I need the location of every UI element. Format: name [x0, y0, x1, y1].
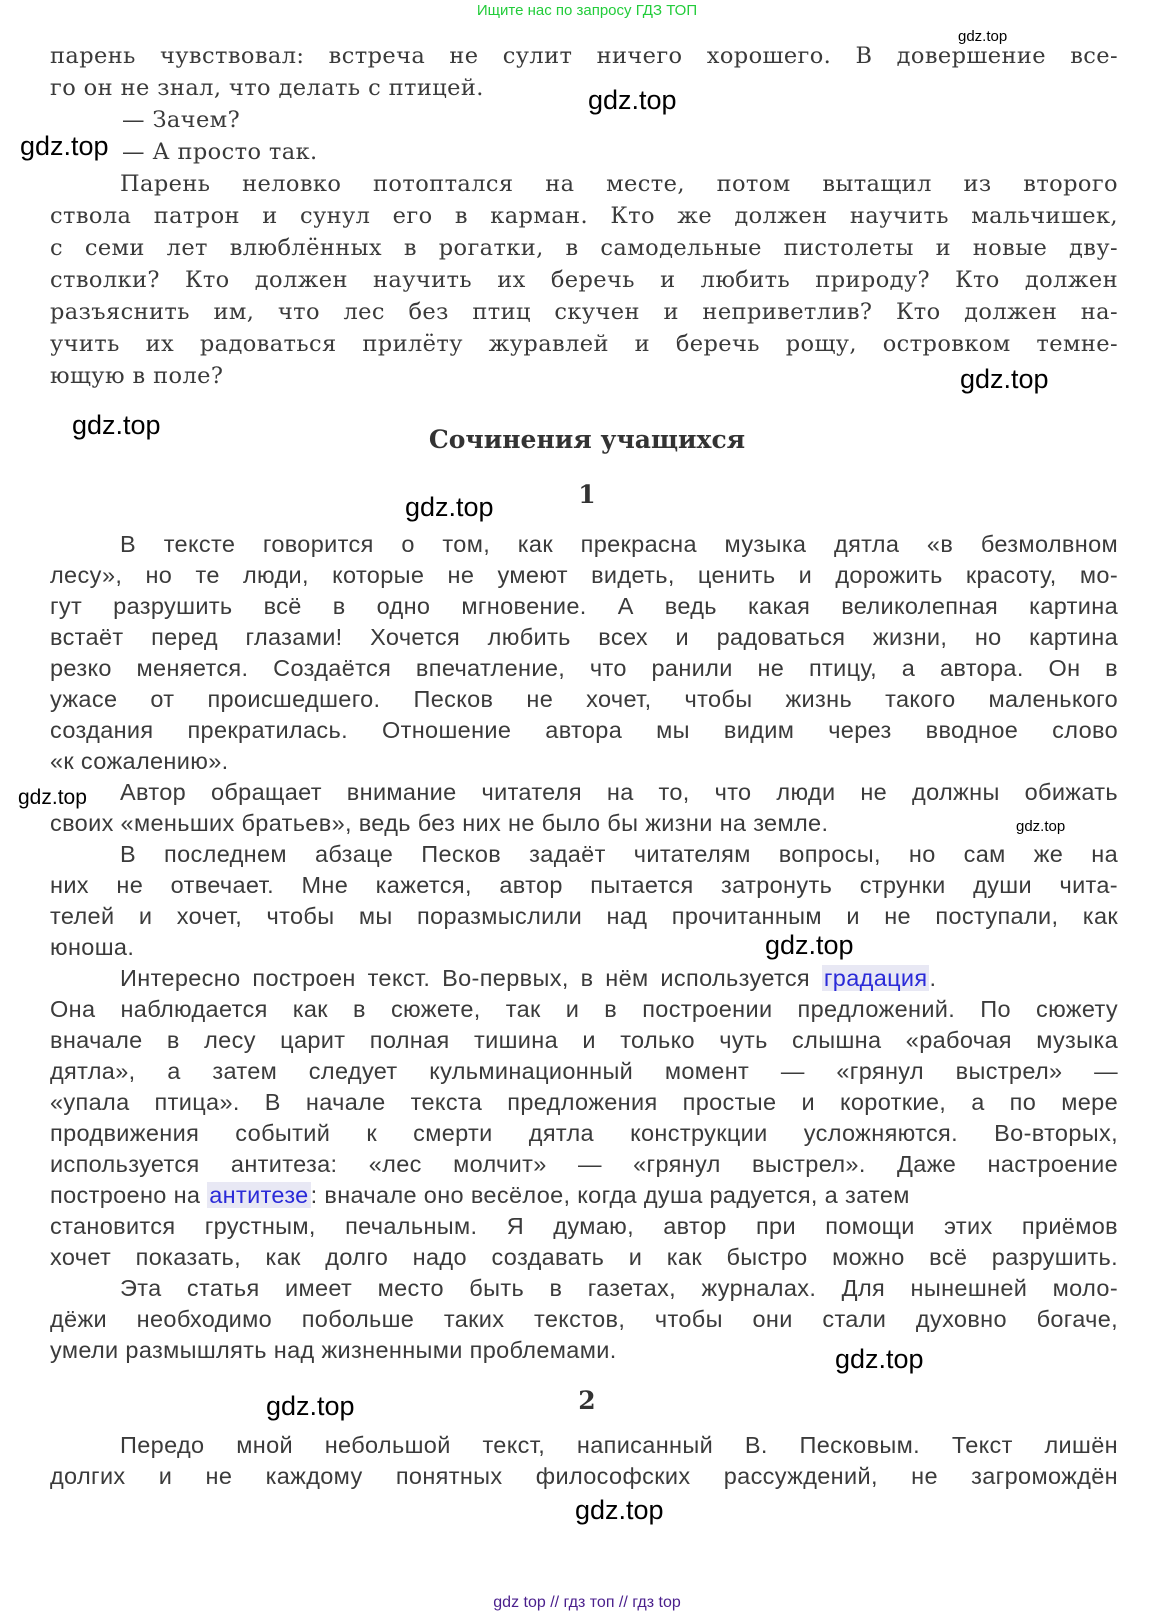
section-heading: Сочинения учащихся: [428, 425, 746, 454]
text-fragment: : вначале оно весёлое, когда душа радуется, а затем: [310, 1182, 910, 1208]
text-line: ствола патрон и сунул его в карман. Кто же должен научить мальчишек,: [50, 203, 1118, 229]
text-line: В последнем абзаце Песков задаёт читателям вопросы, но сам же на: [120, 841, 1118, 867]
text-line: стволки? Кто должен научить их беречь и любить природу? Кто должен: [50, 267, 1118, 293]
term-link-antithesis[interactable]: антитезе: [209, 1182, 309, 1208]
text-line: «к сожалению».: [50, 748, 229, 774]
text-line: умели размышлять над жизненными проблемами.: [50, 1337, 617, 1363]
text-line: с семи лет влюблённых в рогатки, в самодельные пистолеты и новые дву-: [50, 235, 1118, 261]
text-line: лесу», но те люди, которые не умеют видеть, ценить и дорожить красоту, мо-: [50, 562, 1118, 588]
text-line: продвижения событий к смерти дятла конструкции усложняются. Во-вторых,: [50, 1120, 1118, 1146]
watermark: gdz.top: [266, 1391, 355, 1421]
footer-links[interactable]: gdz top // гдз топ // гдз top: [493, 1594, 681, 1611]
text-line: го он не знал, что делать с птицей.: [50, 75, 484, 101]
text-line: гут разрушить всё в одно мгновение. А ведь какая великолепная картина: [50, 593, 1118, 619]
text-line: своих «меньших братьев», ведь без них не было бы жизни на земле.: [50, 810, 829, 836]
text-line: телей и хочет, чтобы мы поразмыслили над прочитанным и не поступали, как: [50, 903, 1118, 929]
text-line: Парень неловко потоптался на месте, потом вытащил из второго: [120, 171, 1118, 197]
text-line: Эта статья имеет место быть в газетах, журналах. Для нынешней моло-: [120, 1275, 1118, 1301]
text-line: ющую в поле?: [50, 363, 224, 389]
watermark: gdz.top: [960, 364, 1049, 394]
text-line: встаёт перед глазами! Хочется любить всех и радоваться жизни, но картина: [50, 624, 1118, 650]
text-line: дёжи необходимо побольше таких текстов, чтобы они стали духовно богаче,: [50, 1306, 1118, 1332]
text-line: ужасе от происшедшего. Песков не хочет, чтобы жизнь такого маленького: [50, 686, 1118, 712]
text-line: разъяснить им, что лес без птиц скучен и неприветлив? Кто должен на-: [50, 299, 1118, 325]
text-fragment: построено на: [50, 1182, 208, 1208]
search-banner[interactable]: Ищите нас по запросу ГДЗ ТОП: [476, 2, 698, 19]
text-line: Она наблюдается как в сюжете, так и в построении предложений. По сюжету: [50, 996, 1118, 1022]
text-line: юноша.: [50, 934, 135, 960]
watermark: gdz.top: [835, 1344, 924, 1374]
essay-number: 1: [578, 480, 596, 509]
text-line: Передо мной небольшой текст, написанный В. Песковым. Текст лишён: [120, 1432, 1118, 1458]
text-line: них не отвечает. Мне кажется, автор пытается затронуть струнки души чита-: [50, 872, 1118, 898]
text-line: [50, 1180, 1118, 1211]
text-line: Автор обращает внимание читателя на то, что люди не должны обижать: [120, 779, 1118, 805]
text-line: используется антитеза: «лес молчит» — «грянул выстрел». Даже настроение: [50, 1151, 1118, 1177]
watermark: gdz.top: [72, 410, 161, 440]
text-line: становится грустным, печальным. Я думаю, автор при помощи этих приёмов: [50, 1213, 1118, 1239]
text-line: В тексте говорится о том, как прекрасна музыка дятла «в безмолвном: [120, 531, 1118, 557]
text-line: дятла», а затем следует кульминационный момент — «грянул выстрел» —: [50, 1058, 1118, 1084]
text-line: вначале в лесу царит полная тишина и только чуть слышна «рабочая музыка: [50, 1027, 1118, 1053]
watermark: gdz.top: [1016, 818, 1066, 835]
text-fragment: Интересно построен текст. Во-первых, в нём используется: [120, 965, 822, 991]
dialogue-line: — А просто так.: [122, 139, 318, 165]
watermark: gdz.top: [18, 786, 87, 809]
text-line: хочет показать, как долго надо создавать и как быстро можно всё разрушить.: [50, 1244, 1118, 1270]
watermark: gdz.top: [405, 492, 494, 522]
watermark: gdz.top: [575, 1495, 664, 1525]
dialogue-line: — Зачем?: [122, 107, 241, 133]
text-line: учить их радоваться прилёту журавлей и беречь рощу, островком темне-: [50, 331, 1118, 357]
term-link-gradation[interactable]: градация: [823, 965, 928, 991]
text-line: долгих и не каждому понятных философских рассуждений, не загромождён: [50, 1463, 1118, 1489]
text-line: [50, 963, 1118, 994]
text-line: создания прекратилась. Отношение автора мы видим через вводное слово: [50, 717, 1118, 743]
watermark: gdz.top: [20, 131, 109, 161]
text-line: парень чувствовал: встреча не сулит ничего хорошего. В довершение все-: [50, 43, 1118, 69]
watermark: gdz.top: [958, 28, 1008, 45]
watermark: gdz.top: [765, 930, 854, 960]
watermark: gdz.top: [588, 85, 677, 115]
text-line: резко меняется. Создаётся впечатление, что ранили не птицу, а автора. Он в: [50, 655, 1118, 681]
text-fragment: .: [929, 965, 937, 991]
text-line: «упала птица». В начале текста предложения простые и короткие, а по мере: [50, 1089, 1118, 1115]
essay-number: 2: [578, 1386, 596, 1415]
